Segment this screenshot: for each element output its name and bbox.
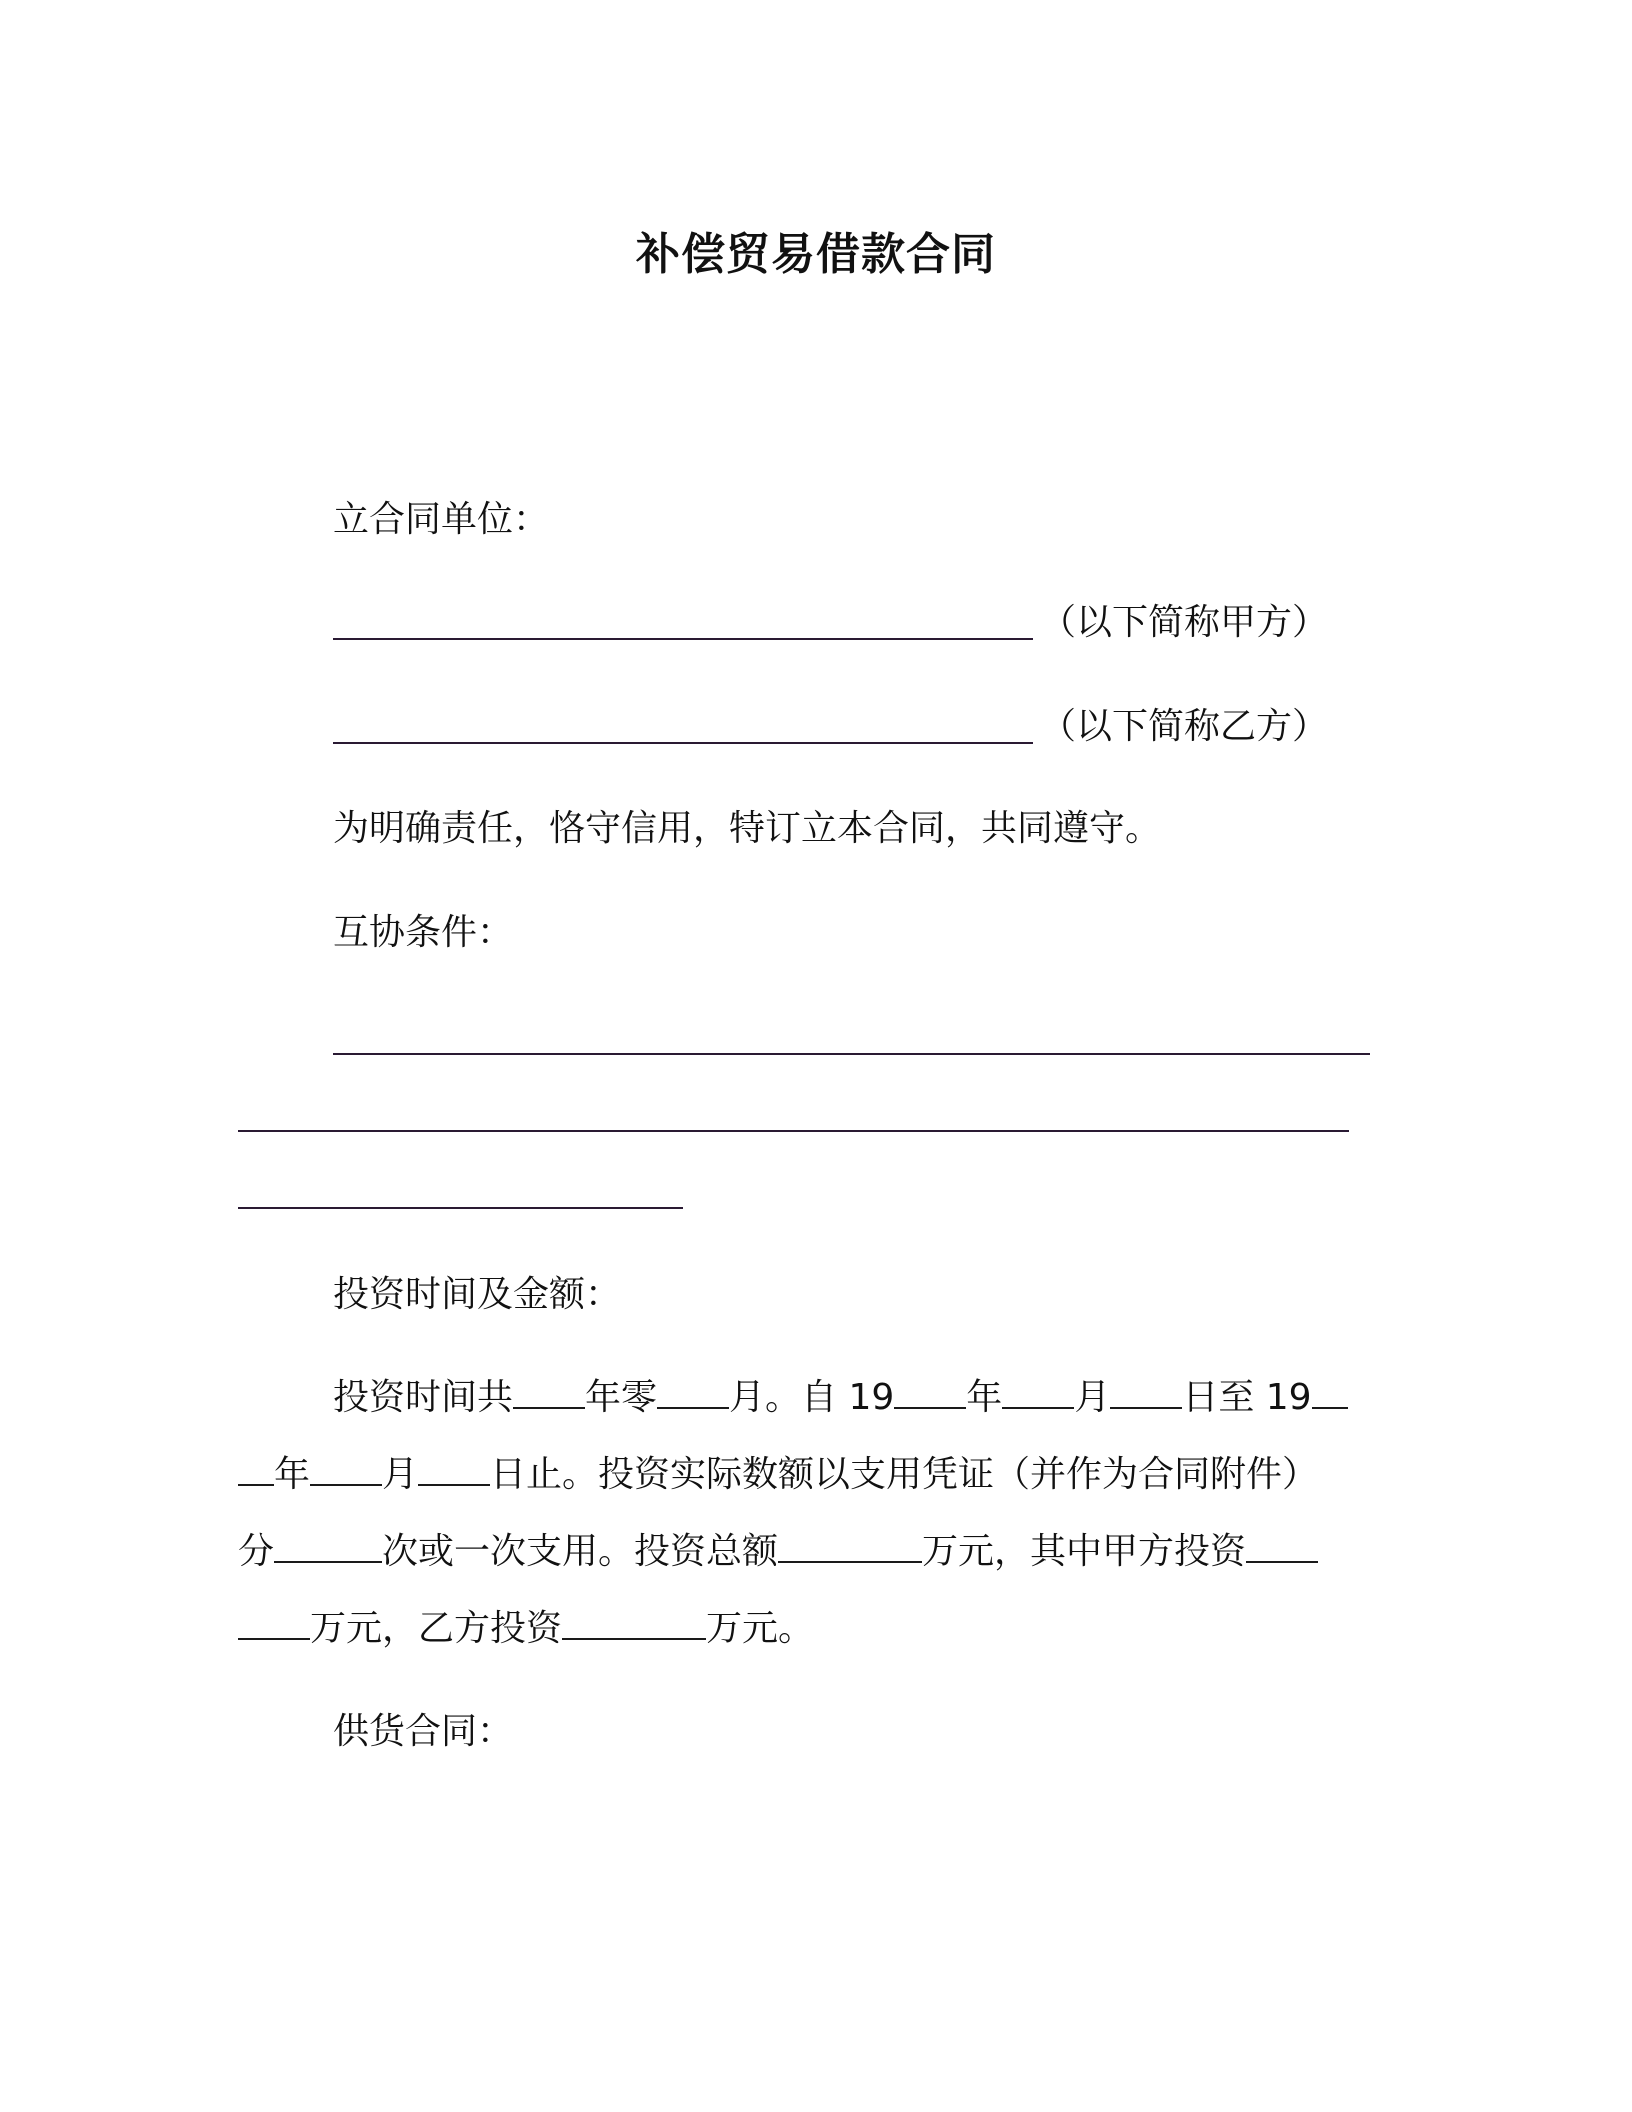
investment-line-3	[238, 1529, 1318, 1575]
parties-label: 立合同单位：	[333, 499, 550, 540]
investment-text: 次或一次支用。投资总额	[382, 1531, 779, 1572]
blank-start-day	[1110, 1377, 1182, 1409]
blank-months	[657, 1377, 729, 1409]
investment-line-1	[333, 1375, 1348, 1421]
investment-text: 万元，其中甲方投资	[922, 1531, 1247, 1572]
blank-end-year-b	[238, 1454, 274, 1486]
blank-start-month	[1002, 1377, 1074, 1409]
investment-text: 月	[382, 1454, 419, 1495]
conditions-rule-1	[333, 1053, 1370, 1055]
investment-text: 月	[1074, 1377, 1111, 1418]
blank-end-year-a	[1312, 1377, 1348, 1409]
party-b-suffix: （以下简称乙方）	[1040, 706, 1329, 747]
investment-text: 万元。	[706, 1608, 815, 1649]
document-title: 补偿贸易借款合同	[636, 229, 996, 280]
blank-party-a-amount-a	[1246, 1531, 1318, 1563]
investment-text: 年	[274, 1454, 311, 1495]
blank-end-month	[310, 1454, 382, 1486]
investment-text: 分	[238, 1531, 275, 1572]
investment-label: 投资时间及金额：	[333, 1274, 622, 1315]
party-a-suffix: （以下简称甲方）	[1040, 602, 1329, 643]
mutual-conditions-label: 互协条件：	[333, 912, 514, 953]
blank-years	[513, 1377, 585, 1409]
supply-contract-label: 供货合同：	[333, 1711, 514, 1752]
conditions-rule-2	[238, 1130, 1349, 1132]
investment-text: 万元，乙方投资	[310, 1608, 563, 1649]
blank-party-a-amount-b	[238, 1608, 310, 1640]
purpose-statement: 为明确责任，恪守信用，特订立本合同，共同遵守。	[333, 808, 1162, 849]
blank-times	[274, 1531, 382, 1563]
investment-line-2	[238, 1452, 1318, 1498]
investment-text: 月。自 19	[729, 1377, 895, 1418]
blank-total	[778, 1531, 922, 1563]
blank-start-year	[894, 1377, 966, 1409]
investment-text: 日止。投资实际数额以支用凭证（并作为合同附件）	[490, 1454, 1319, 1495]
investment-line-4	[238, 1606, 814, 1652]
party-b-blank	[333, 742, 1033, 744]
blank-party-b-amount	[562, 1608, 706, 1640]
investment-text: 投资时间共	[333, 1377, 514, 1418]
blank-end-day	[418, 1454, 490, 1486]
party-a-blank	[333, 638, 1033, 640]
investment-text: 年	[966, 1377, 1003, 1418]
investment-text: 年零	[585, 1377, 658, 1418]
conditions-rule-3	[238, 1207, 683, 1209]
investment-text: 日至 19	[1182, 1377, 1312, 1418]
